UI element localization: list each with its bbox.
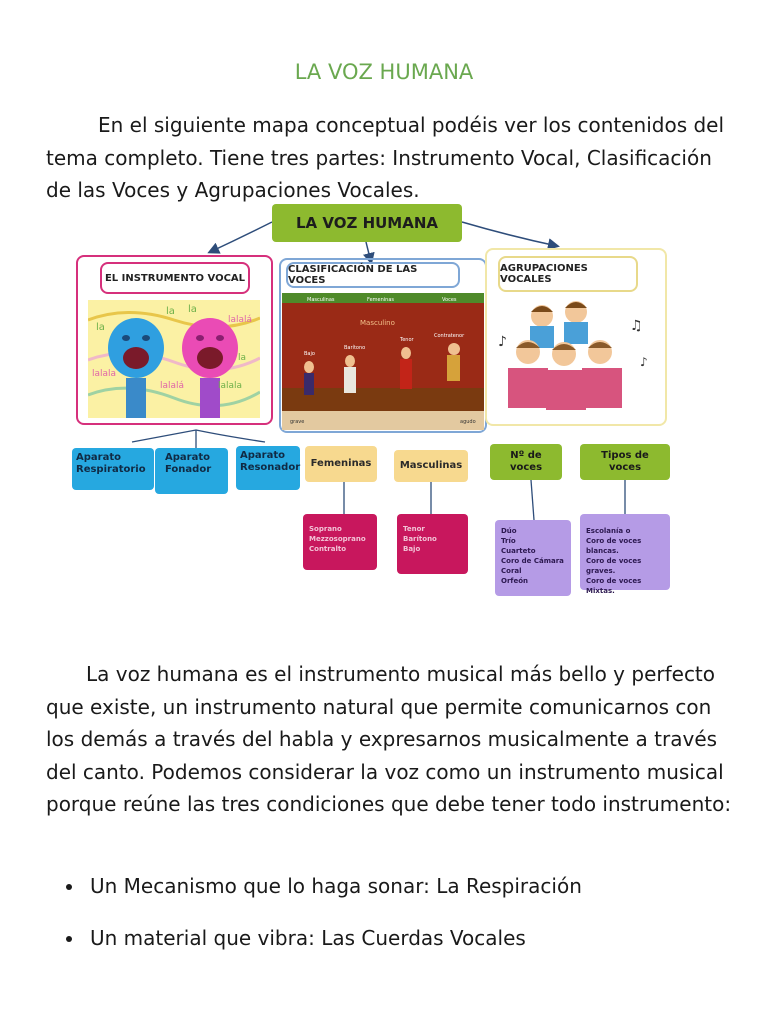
list-item: Bajo [403,545,421,553]
section-title-instrumento: EL INSTRUMENTO VOCAL [100,262,250,294]
list-item: Coro de voces blancas. [586,537,642,555]
box-aparato-fonador: Aparato Fonador [155,448,228,494]
box-femeninas: Femeninas [305,446,377,482]
list-item: Trío [501,537,516,545]
illus2-top-label: Femeninas [367,297,395,303]
svg-text:♫: ♫ [630,318,643,334]
voice-classification-illustration [282,293,484,430]
intro-paragraph [46,109,736,207]
list-item: Cuarteto [501,547,536,555]
bullet-text: Un Mecanismo que lo haga sonar: La Respiración [90,874,582,898]
list-item: Mixtas. [586,587,615,595]
list-tipos-voces [580,514,670,595]
illus2-bottom-label: grave [290,419,305,425]
box-numero-voces: Nº de voces [490,444,562,480]
intro-text: En el siguiente mapa conceptual podéis ver los contenidos del tema completo. Tiene tres partes: Instrumento Vocal, Clasificación de las Voces y Agrupaciones Vocales. [46,113,725,202]
illus2-singer-label: Tenor [400,337,414,343]
illus2-singer-label: Barítono [344,345,366,351]
illus1-word: lalalá [160,381,185,391]
list-numero-voces [495,520,571,596]
box-aparato-respiratorio: Aparato Respiratorio [72,448,154,490]
list-item [66,868,582,920]
section-title-clasificacion: CLASIFICACIÓN DE LAS VOCES [286,262,460,288]
singing-faces-illustration [88,300,260,418]
illus2-heading: Masculino [360,319,395,327]
illus1-word: lalalá [228,315,253,325]
list-item: Escolanía o [586,527,631,535]
page-title: LA VOZ HUMANA [294,60,474,84]
illus2-top-label: Masculinas [307,297,335,303]
body-text: La voz humana es el instrumento musical más bello y perfecto que existe, un instrumento natural que permite comunicarnos con los demás a través del habla y expresarnos musicalmente a través del canto. Podemos considerar la voz como un instrumento musical porque reúne las tres condiciones que debe tener todo instrumento: [46,662,732,816]
illus2-singer-label: Bajo [304,351,315,357]
list-item: Soprano [309,525,342,533]
illus1-word: la [96,322,105,333]
list-femeninas [303,514,377,570]
illus1-word: lalala [92,369,117,379]
illus1-word: la [166,306,175,317]
map-main-node: LA VOZ HUMANA [272,204,462,242]
list-item: Dúo [501,527,517,535]
svg-text:♪: ♪ [498,334,507,350]
concept-map [60,200,680,610]
list-item: Mezzosoprano [309,535,366,543]
illus1-word: la [238,353,247,363]
list-item: Barítono [403,535,437,543]
box-tipos-voces: Tipos de voces [580,444,670,480]
illus1-word: lalala [218,381,243,391]
box-masculinas: Masculinas [394,450,468,482]
svg-text:♪: ♪ [640,355,648,369]
list-item: Coro de voces [586,577,642,585]
bullet-text: Un material que vibra: Las Cuerdas Vocales [90,926,526,950]
section-title-agrupaciones: AGRUPACIONES VOCALES [498,256,638,292]
bullet-icon [66,884,72,890]
condition-list [66,868,582,972]
list-item: Tenor [403,525,425,533]
illus2-bottom-label: agudo [460,419,476,425]
body-paragraph [46,658,736,821]
list-item [66,920,582,972]
list-item: Coro de Cámara [501,557,564,565]
list-item: Orfeón [501,577,528,585]
illus1-word: la [188,304,197,315]
list-item: Coral [501,567,522,575]
list-item: Coro de voces graves. [586,557,642,575]
list-item: Contralto [309,545,347,553]
box-aparato-resonador: Aparato Resonador [236,446,300,490]
bullet-icon [66,936,72,942]
choir-illustration [490,296,662,422]
illus2-top-label: Voces [442,297,457,303]
list-masculinas [397,514,468,574]
illus2-singer-label: Contratenor [434,333,465,339]
